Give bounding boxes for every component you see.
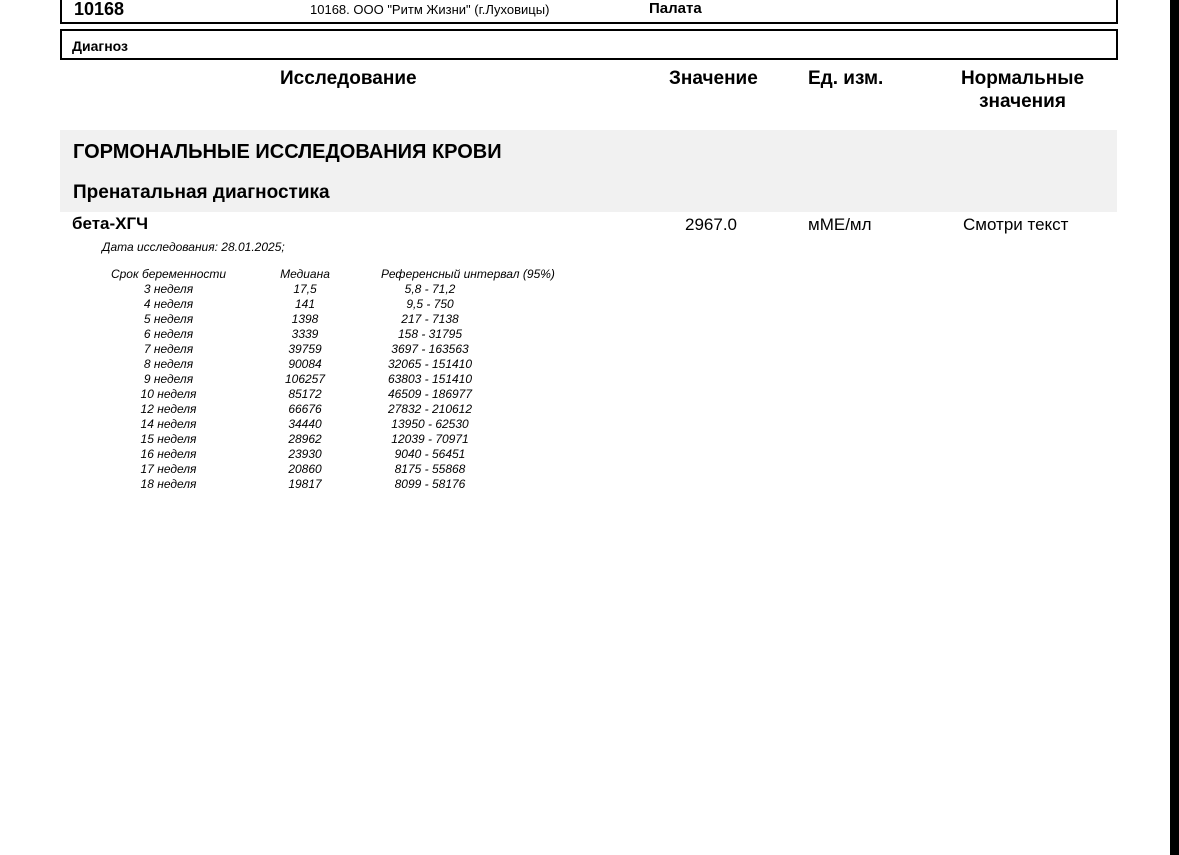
cell-interval: 3697 - 163563 [391, 342, 469, 356]
cell-term: 10 неделя [140, 387, 197, 401]
cell-interval: 8175 - 55868 [394, 462, 466, 476]
column-header-norm: Нормальные значения [960, 68, 1085, 112]
header-interval: Референсный интервал (95%) [381, 267, 555, 281]
cell-interval: 13950 - 62530 [391, 417, 469, 431]
diagnosis-box [60, 29, 1118, 60]
cell-term: 16 неделя [140, 447, 197, 461]
cell-interval: 5,8 - 71,2 [404, 282, 456, 296]
cell-term: 5 неделя [143, 312, 194, 326]
column-header-unit: Ед. изм. [808, 68, 884, 89]
cell-term: 15 неделя [140, 432, 197, 446]
cell-median: 28962 [288, 432, 322, 446]
cell-interval: 217 - 7138 [401, 312, 459, 326]
cell-interval: 27832 - 210612 [387, 402, 473, 416]
test-name: бета-ХГЧ [72, 214, 149, 233]
section-title: ГОРМОНАЛЬНЫЕ ИССЛЕДОВАНИЯ КРОВИ [73, 141, 502, 163]
cell-interval: 8099 - 58176 [394, 477, 466, 491]
column-header-study: Исследование [280, 68, 417, 89]
cell-median: 90084 [288, 357, 322, 371]
cell-median: 141 [294, 297, 316, 311]
cell-median: 19817 [288, 477, 322, 491]
cell-term: 17 неделя [140, 462, 197, 476]
cell-median: 20860 [288, 462, 322, 476]
patient-id: 10168 [74, 0, 125, 19]
cell-interval: 46509 - 186977 [387, 387, 473, 401]
cell-term: 7 неделя [143, 342, 194, 356]
cell-median: 66676 [288, 402, 322, 416]
cell-median: 23930 [288, 447, 322, 461]
cell-interval: 9,5 - 750 [406, 297, 454, 311]
test-value: 2967.0 [685, 215, 737, 234]
column-header-value: Значение [669, 68, 758, 89]
cell-median: 34440 [288, 417, 322, 431]
patient-header [60, 0, 1118, 24]
header-term: Срок беременности [110, 267, 227, 281]
cell-median: 106257 [284, 372, 326, 386]
cell-term: 14 неделя [140, 417, 197, 431]
cell-term: 9 неделя [143, 372, 194, 386]
page-edge [1170, 0, 1179, 855]
cell-median: 1398 [291, 312, 319, 326]
cell-term: 18 неделя [140, 477, 197, 491]
subsection-title: Пренатальная диагностика [73, 182, 330, 203]
cell-term: 4 неделя [143, 297, 194, 311]
cell-interval: 12039 - 70971 [391, 432, 469, 446]
cell-interval: 9040 - 56451 [394, 447, 466, 461]
cell-term: 3 неделя [143, 282, 194, 296]
cell-interval: 158 - 31795 [397, 327, 463, 341]
cell-median: 39759 [288, 342, 322, 356]
cell-interval: 63803 - 151410 [387, 372, 473, 386]
cell-median: 17,5 [293, 282, 317, 296]
diagnosis-label: Диагноз [72, 38, 128, 54]
test-norm: Смотри текст [963, 215, 1069, 234]
cell-term: 12 неделя [140, 402, 197, 416]
test-date: Дата исследования: 28.01.2025; [102, 240, 285, 254]
organization-name: 10168. ООО "Ритм Жизни" (г.Луховицы) [310, 2, 550, 17]
cell-interval: 32065 - 151410 [387, 357, 473, 371]
cell-median: 3339 [291, 327, 319, 341]
header-median: Медиана [280, 267, 330, 281]
cell-term: 8 неделя [143, 357, 194, 371]
test-unit: мМЕ/мл [808, 215, 872, 234]
ward-label: Палата [649, 0, 702, 17]
cell-term: 6 неделя [143, 327, 194, 341]
cell-median: 85172 [288, 387, 322, 401]
